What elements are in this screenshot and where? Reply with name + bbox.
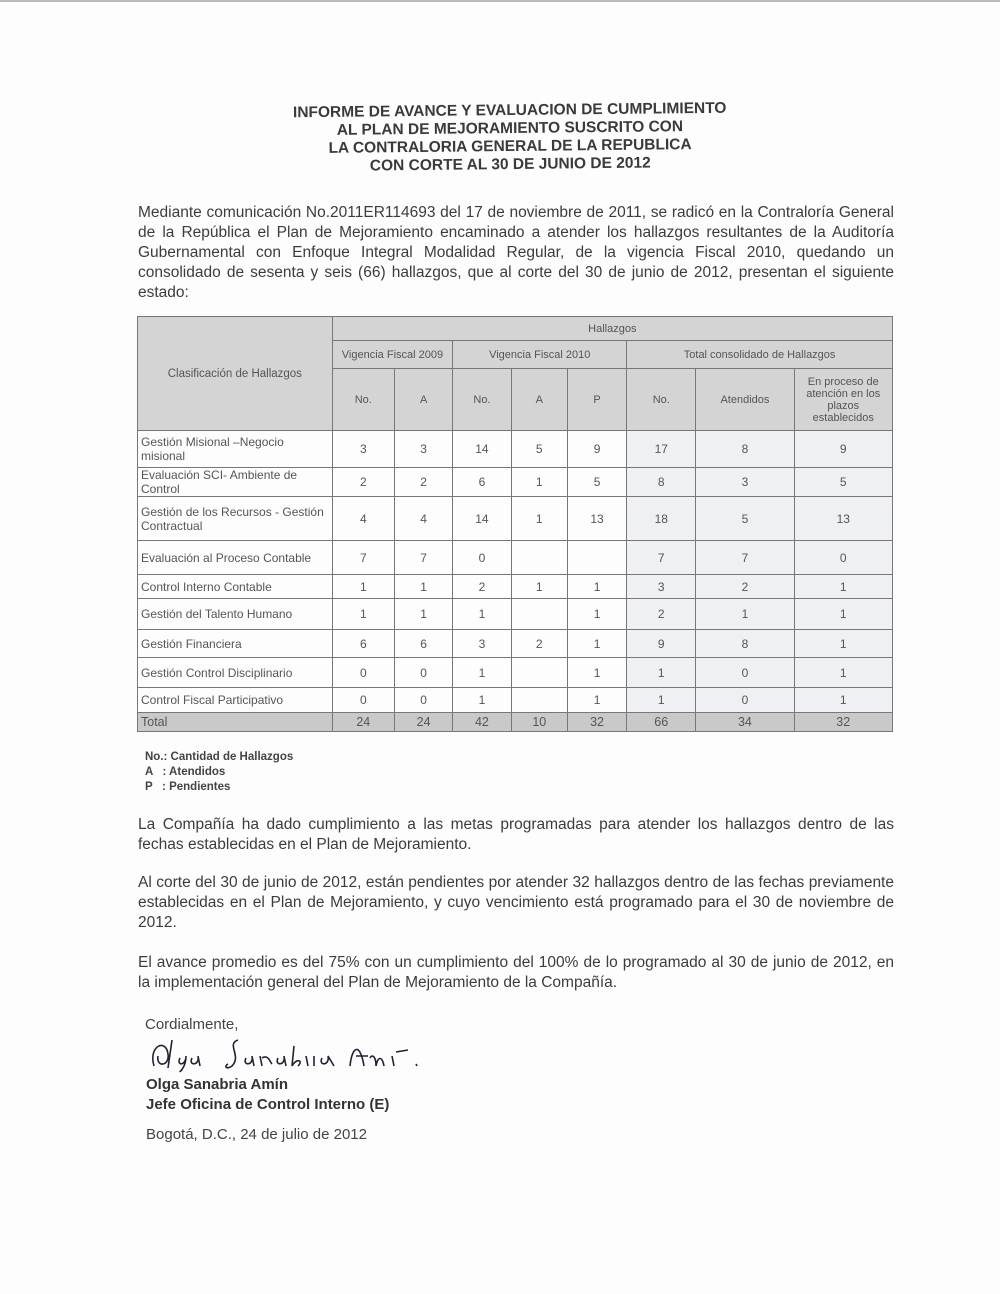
subheader: A [394,369,452,431]
row-label: Control Fiscal Participativo [138,688,333,713]
header-total: Total consolidado de Hallazgos [627,341,893,369]
table-cell: 1 [567,658,626,688]
header-2010: Vigencia Fiscal 2010 [453,341,627,369]
place-date: Bogotá, D.C., 24 de julio de 2012 [146,1126,367,1143]
table-cell: 1 [453,658,511,688]
table-cell: 0 [394,658,452,688]
table-row [138,497,893,541]
handwritten-signature [146,1026,486,1076]
title-line: LA CONTRALORIA GENERAL DE LA REPUBLICA [328,136,692,157]
table-cell: 0 [332,658,394,688]
scan-edge [0,0,1000,2]
table-cell: 6 [453,468,511,497]
table-legend [145,750,293,795]
subheader: No. [332,369,394,431]
table-row [138,688,893,713]
table-cell: 7 [696,541,794,575]
table-cell: 1 [794,599,892,630]
table-cell: 9 [567,431,626,468]
table-cell: 9 [794,431,892,468]
table-cell: 9 [627,630,696,658]
table-cell: 1 [794,575,892,599]
header-hallazgos: Hallazgos [332,317,892,341]
table-row [138,575,893,599]
subheader: P [567,369,626,431]
row-label: Gestión de los Recursos - Gestión Contractual [138,497,333,541]
table-cell: 13 [567,497,626,541]
table-cell: 1 [567,599,626,630]
table-row [138,541,893,575]
table-cell: 34 [696,713,794,732]
table-cell: 32 [567,713,626,732]
table-cell: 6 [394,630,452,658]
table-cell: 13 [794,497,892,541]
subheader: En proceso de atención en los plazos establecidos [794,369,892,431]
table-cell: 1 [567,688,626,713]
table-cell: 8 [696,630,794,658]
table-cell: 2 [511,630,567,658]
table-cell: 7 [332,541,394,575]
table-cell: 1 [567,575,626,599]
row-label: Control Interno Contable [138,575,333,599]
table-cell: 1 [794,658,892,688]
header-2009: Vigencia Fiscal 2009 [332,341,453,369]
table-cell: 0 [453,541,511,575]
title-line: AL PLAN DE MEJORAMIENTO SUSCRITO CON [336,118,684,139]
table-cell: 42 [453,713,511,732]
table-cell: 1 [794,630,892,658]
subheader: No. [453,369,511,431]
signer-title: Jefe Oficina de Control Interno (E) [146,1096,390,1113]
signer-name: Olga Sanabria Amín [146,1076,288,1093]
table-cell: 1 [332,575,394,599]
table-cell: 2 [696,575,794,599]
table-cell: 4 [394,497,452,541]
table-total-row [138,713,893,732]
table-cell: 18 [627,497,696,541]
row-label: Gestión Misional –Negocio misional [138,431,333,468]
paragraph-pending: Al corte del 30 de junio de 2012, están pendientes por atender 32 hallazgos dentro de las fechas previamente establecidas en el Plan de Mejoramiento, y cuyo vencimiento está programado para el 30 de noviembre de 2012. [138,874,894,931]
findings-table [137,316,893,732]
table-cell: 8 [627,468,696,497]
table-cell: 1 [567,630,626,658]
row-label: Evaluación SCI- Ambiente de Control [138,468,333,497]
table-cell: 1 [394,599,452,630]
table-cell: 1 [511,575,567,599]
table-cell: 1 [332,599,394,630]
table-cell: 24 [394,713,452,732]
legend-item: P : Pendientes [145,781,231,793]
table-cell: 1 [511,468,567,497]
table-row [138,468,893,497]
table-row [138,431,893,468]
subheader: A [511,369,567,431]
table-cell: 7 [627,541,696,575]
table-cell [567,541,626,575]
table-cell: 10 [511,713,567,732]
legend-item: No.: Cantidad de Hallazgos [145,751,294,763]
legend-item: A : Atendidos [145,766,226,778]
table-cell [511,599,567,630]
table-cell: 3 [696,468,794,497]
title-line: CON CORTE AL 30 DE JUNIO DE 2012 [369,154,651,175]
row-label: Gestión Financiera [138,630,333,658]
table-cell: 8 [696,431,794,468]
table-cell: 4 [332,497,394,541]
table-cell: 1 [627,658,696,688]
row-label: Gestión Control Disciplinario [138,658,333,688]
table-cell: 7 [394,541,452,575]
table-cell: 32 [794,713,892,732]
paragraph-progress: El avance promedio es del 75% con un cumplimiento del 100% de lo programado al 30 de junio de 2012, en la implementación general del Plan de Mejoramiento de la Compañía. [138,954,894,991]
table-cell: 1 [794,688,892,713]
table-cell [511,541,567,575]
table-row [138,599,893,630]
table-cell: 3 [332,431,394,468]
table-cell: 0 [394,688,452,713]
table-cell: 1 [627,688,696,713]
table-cell: 2 [332,468,394,497]
closing: Cordialmente, [145,1016,239,1033]
row-label: Evaluación al Proceso Contable [138,541,333,575]
table-cell: 6 [332,630,394,658]
table-cell: 5 [511,431,567,468]
signer-block [146,1075,389,1115]
table-cell: 1 [453,599,511,630]
paragraph-compliance: La Compañía ha dado cumplimiento a las metas programadas para atender los hallazgos dentro de las fechas establecidas en el Plan de Mejoramiento. [138,816,894,853]
table-cell: 14 [453,431,511,468]
table-cell: 0 [332,688,394,713]
row-label: Total [138,713,333,732]
table-cell: 2 [627,599,696,630]
table-cell: 14 [453,497,511,541]
table-cell: 0 [696,688,794,713]
document-title [230,99,791,177]
table-cell: 2 [394,468,452,497]
table-cell: 5 [567,468,626,497]
table-cell: 0 [794,541,892,575]
table-cell: 3 [627,575,696,599]
table-cell: 1 [394,575,452,599]
table-cell: 1 [696,599,794,630]
title-line: INFORME DE AVANCE Y EVALUACION DE CUMPLIMIENTO [292,99,727,122]
table-row [138,658,893,688]
table-cell [511,658,567,688]
table-cell [511,688,567,713]
table-cell: 3 [394,431,452,468]
table-row [138,630,893,658]
table-cell: 17 [627,431,696,468]
subheader: No. [627,369,696,431]
header-classification: Clasificación de Hallazgos [138,317,333,431]
table-cell: 5 [696,497,794,541]
row-label: Gestión del Talento Humano [138,599,333,630]
table-cell: 24 [332,713,394,732]
table-cell: 5 [794,468,892,497]
table-cell: 1 [511,497,567,541]
subheader: Atendidos [696,369,794,431]
table-cell: 0 [696,658,794,688]
table-cell: 3 [453,630,511,658]
table-cell: 66 [627,713,696,732]
table-cell: 2 [453,575,511,599]
table-cell: 1 [453,688,511,713]
intro-paragraph: Mediante comunicación No.2011ER114693 del 17 de noviembre de 2011, se radicó en la Contraloría General de la República el Plan de Mejoramiento encaminado a atender los hallazgos resultantes de la Auditoría Gubernamental con Enfoque Integral Modalidad Regular, de la vigencia Fiscal 2010, quedando un consolidado de sesenta y seis (66) hallazgos, que al corte del 30 de junio de 2012, presentan el siguiente estado: [138,204,894,301]
